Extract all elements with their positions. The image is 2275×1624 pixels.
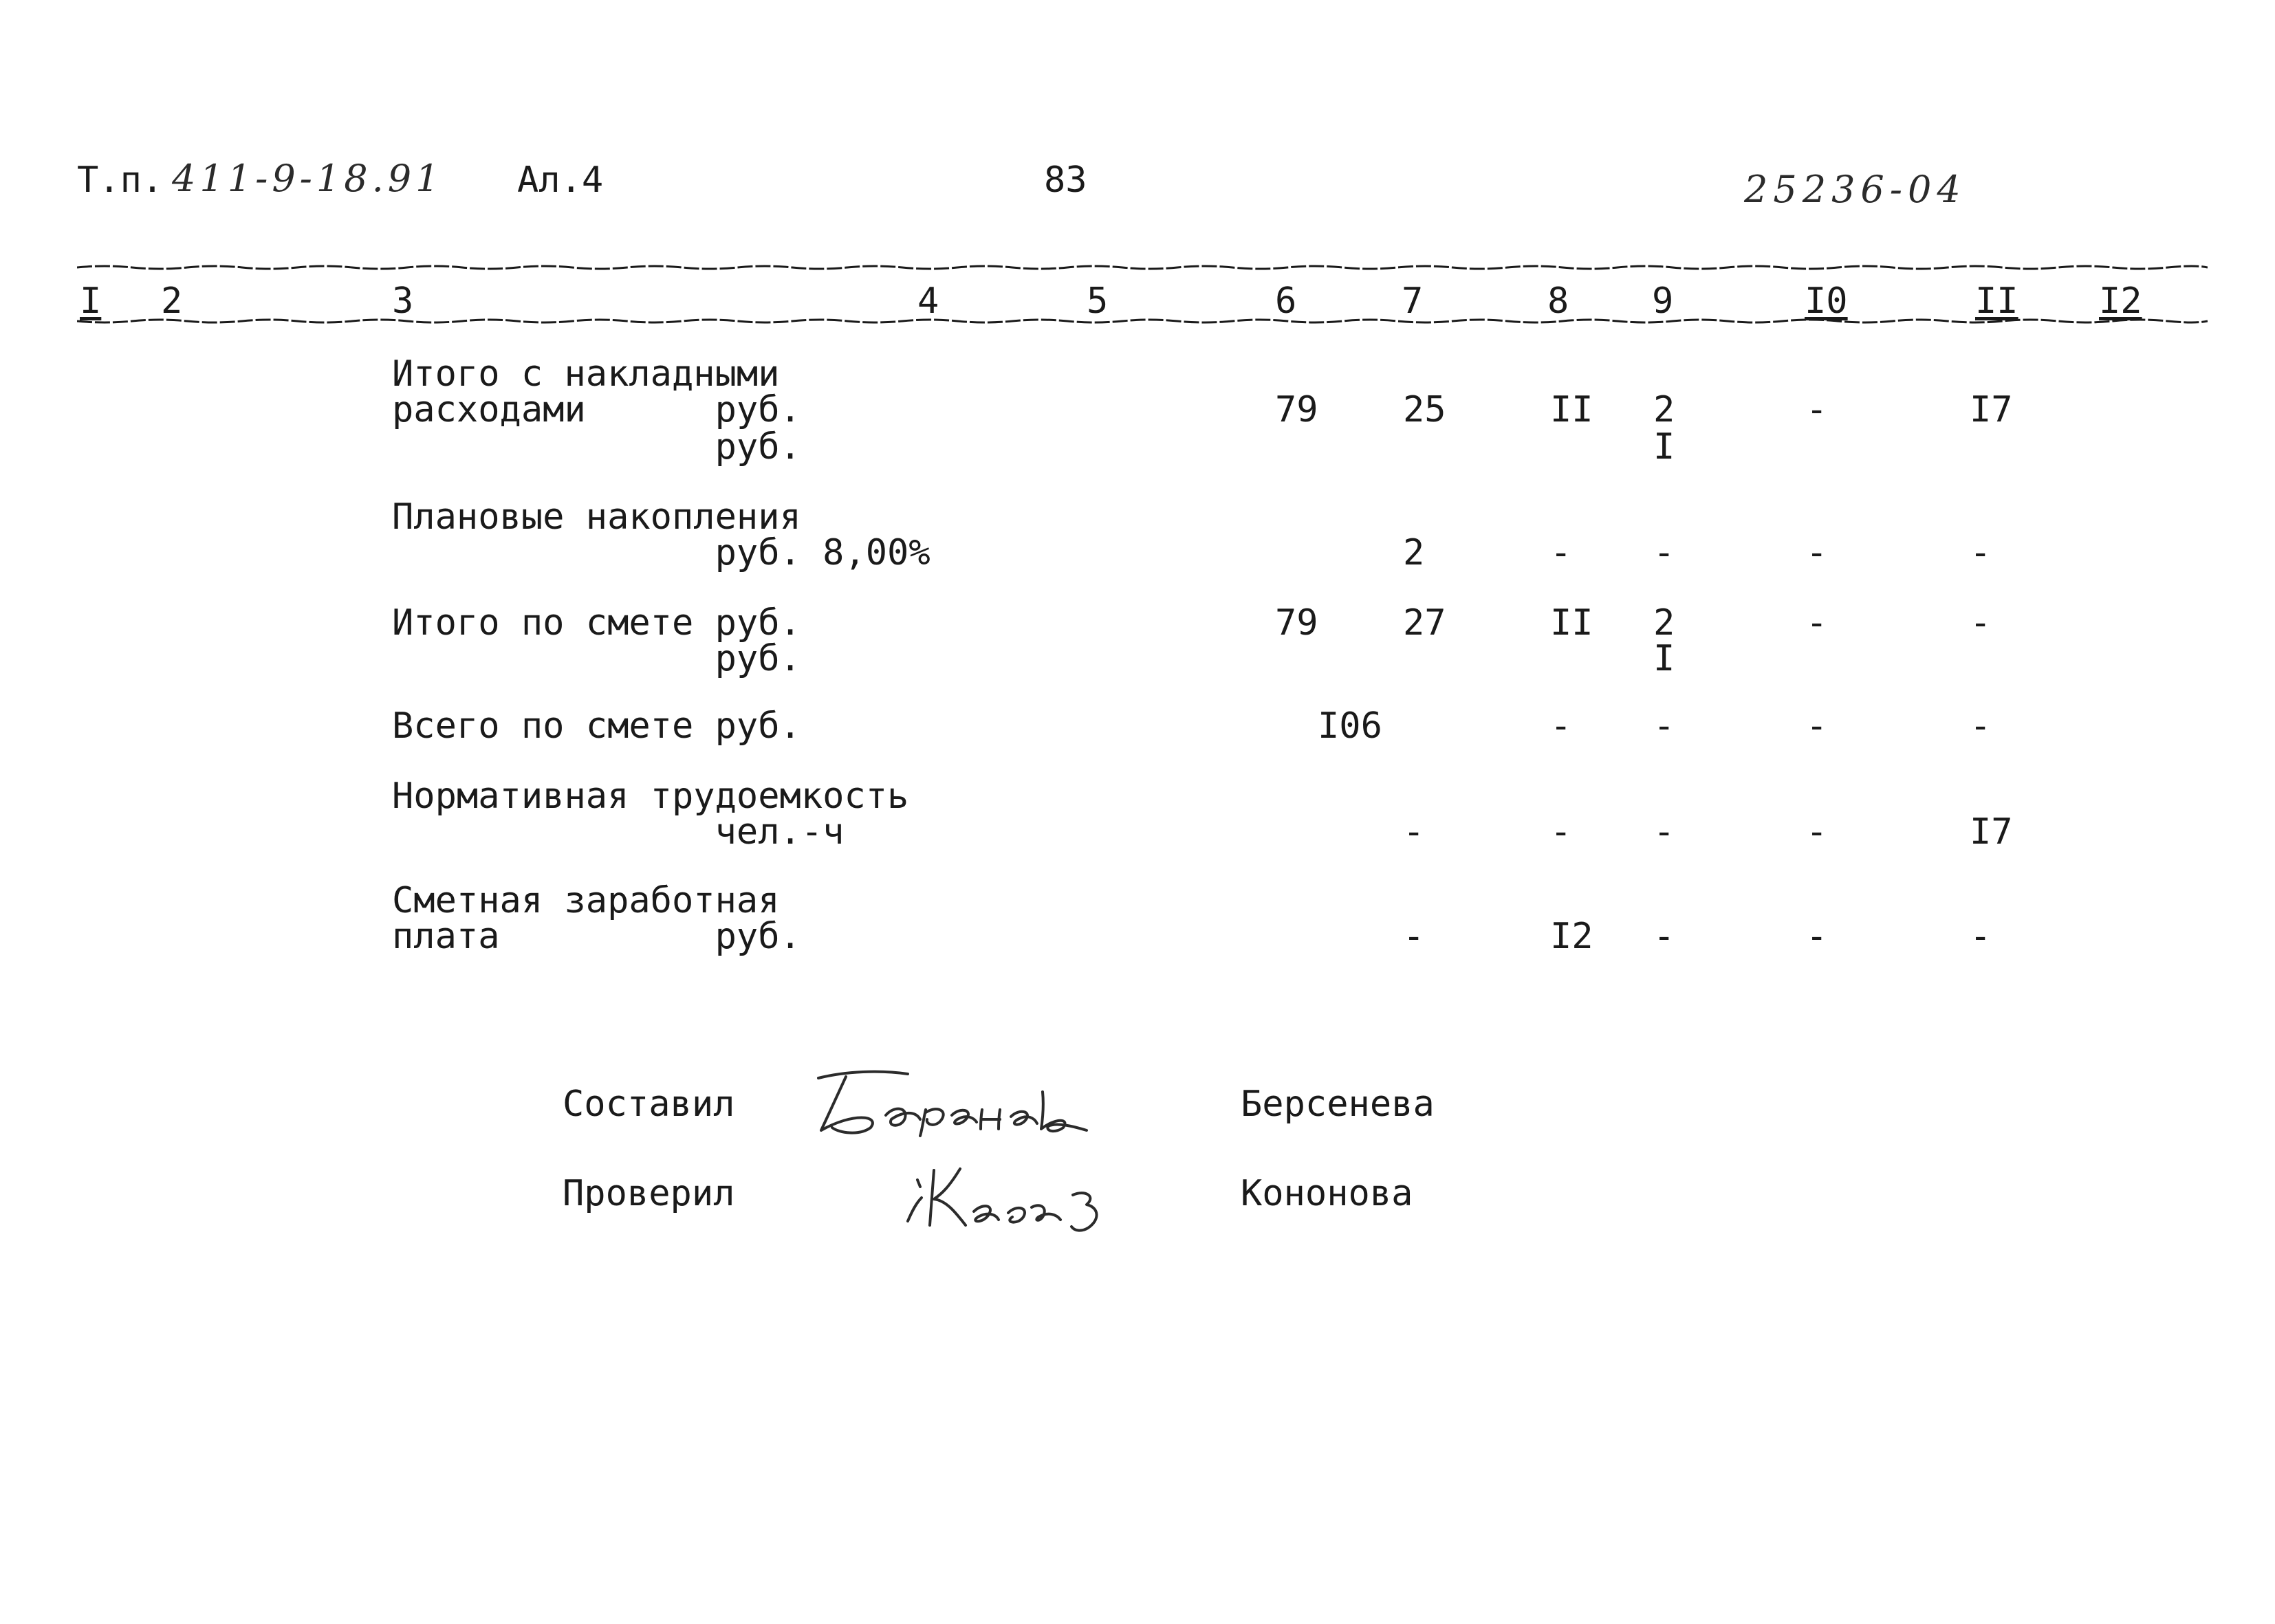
album-number: Ал.4 xyxy=(517,160,604,201)
row-label-line: Сметная заработная xyxy=(392,880,780,921)
cell-col11: - xyxy=(1970,705,1992,747)
compiled-by-label: Составил xyxy=(563,1084,735,1125)
row-label-line: плата руб. xyxy=(392,916,801,957)
cell-col9: I xyxy=(1653,426,1675,468)
cell-col10: - xyxy=(1806,602,1828,644)
cell-col6-7-total: I06 xyxy=(1318,705,1382,747)
row-label-line: Итого с накладными xyxy=(392,353,780,395)
row-label-line: руб. 8,00% xyxy=(392,532,930,573)
cell-col10: - xyxy=(1806,705,1828,747)
cell-col6: 79 xyxy=(1275,389,1318,430)
cell-col6: 79 xyxy=(1275,602,1318,644)
column-header-3: 3 xyxy=(392,281,414,322)
cell-col8: - xyxy=(1550,532,1572,573)
cell-col10: - xyxy=(1806,532,1828,573)
cell-col9: - xyxy=(1653,916,1675,957)
cell-col7: 27 xyxy=(1403,602,1446,644)
page-number: 83 xyxy=(1044,160,1087,201)
cell-col9: I xyxy=(1653,638,1675,679)
cell-col10: - xyxy=(1806,811,1828,853)
document-code-handwritten: 25236-04 xyxy=(1744,168,1966,211)
column-header-11: II xyxy=(1975,281,2018,322)
row-label-line: Итого по смете руб. xyxy=(392,602,801,644)
column-header-4: 4 xyxy=(917,281,939,322)
cell-col11: - xyxy=(1970,916,1992,957)
cell-col9: 2 xyxy=(1653,389,1675,430)
cell-col10: - xyxy=(1806,389,1828,430)
cell-col7: 2 xyxy=(1403,532,1425,573)
cell-col8: - xyxy=(1550,811,1572,853)
cell-col8: II xyxy=(1550,389,1593,430)
cell-col9: - xyxy=(1653,811,1675,853)
column-header-8: 8 xyxy=(1547,281,1569,322)
column-header-6: 6 xyxy=(1275,281,1297,322)
cell-col9: 2 xyxy=(1653,602,1675,644)
cell-col8: II xyxy=(1550,602,1593,644)
column-header-1: I xyxy=(80,281,102,322)
cell-col9: - xyxy=(1653,532,1675,573)
column-header-9: 9 xyxy=(1652,281,1674,322)
column-header-10: I0 xyxy=(1805,281,1848,322)
row-label-line: руб. xyxy=(392,638,801,679)
checked-by-label: Проверил xyxy=(563,1173,735,1214)
cell-col8: - xyxy=(1550,705,1572,747)
checked-by-signature xyxy=(901,1159,1121,1235)
column-header-7: 7 xyxy=(1402,281,1424,322)
cell-col11: I7 xyxy=(1970,389,2013,430)
cell-col8: I2 xyxy=(1550,916,1593,957)
cell-col11: - xyxy=(1970,532,1992,573)
cell-col9: - xyxy=(1653,705,1675,747)
compiled-by-name: Берсенева xyxy=(1241,1084,1435,1125)
column-header-2: 2 xyxy=(161,281,183,322)
cell-col7: - xyxy=(1403,811,1425,853)
cell-col7: - xyxy=(1403,916,1425,957)
checked-by-name: Кононова xyxy=(1241,1173,1413,1214)
row-label-line: чел.-ч xyxy=(392,811,845,853)
column-header-12: I2 xyxy=(2099,281,2142,322)
row-label-line: Нормативная трудоемкость xyxy=(392,776,909,817)
header-prefix: Т.п. xyxy=(77,160,164,201)
row-label-line: Плановые накопления xyxy=(392,496,801,538)
table-top-rule xyxy=(77,264,2208,271)
compiled-by-signature xyxy=(805,1064,1093,1140)
project-number-handwritten: 411-9-18.91 xyxy=(172,157,444,200)
cell-col11: I7 xyxy=(1970,811,2013,853)
cell-col10: - xyxy=(1806,916,1828,957)
cell-col7: 25 xyxy=(1403,389,1446,430)
row-label-line: расходами руб. xyxy=(392,389,801,430)
cell-col11: - xyxy=(1970,602,1992,644)
column-header-5: 5 xyxy=(1087,281,1109,322)
row-label-line: руб. xyxy=(392,426,801,468)
row-label-line: Всего по смете руб. xyxy=(392,705,801,747)
